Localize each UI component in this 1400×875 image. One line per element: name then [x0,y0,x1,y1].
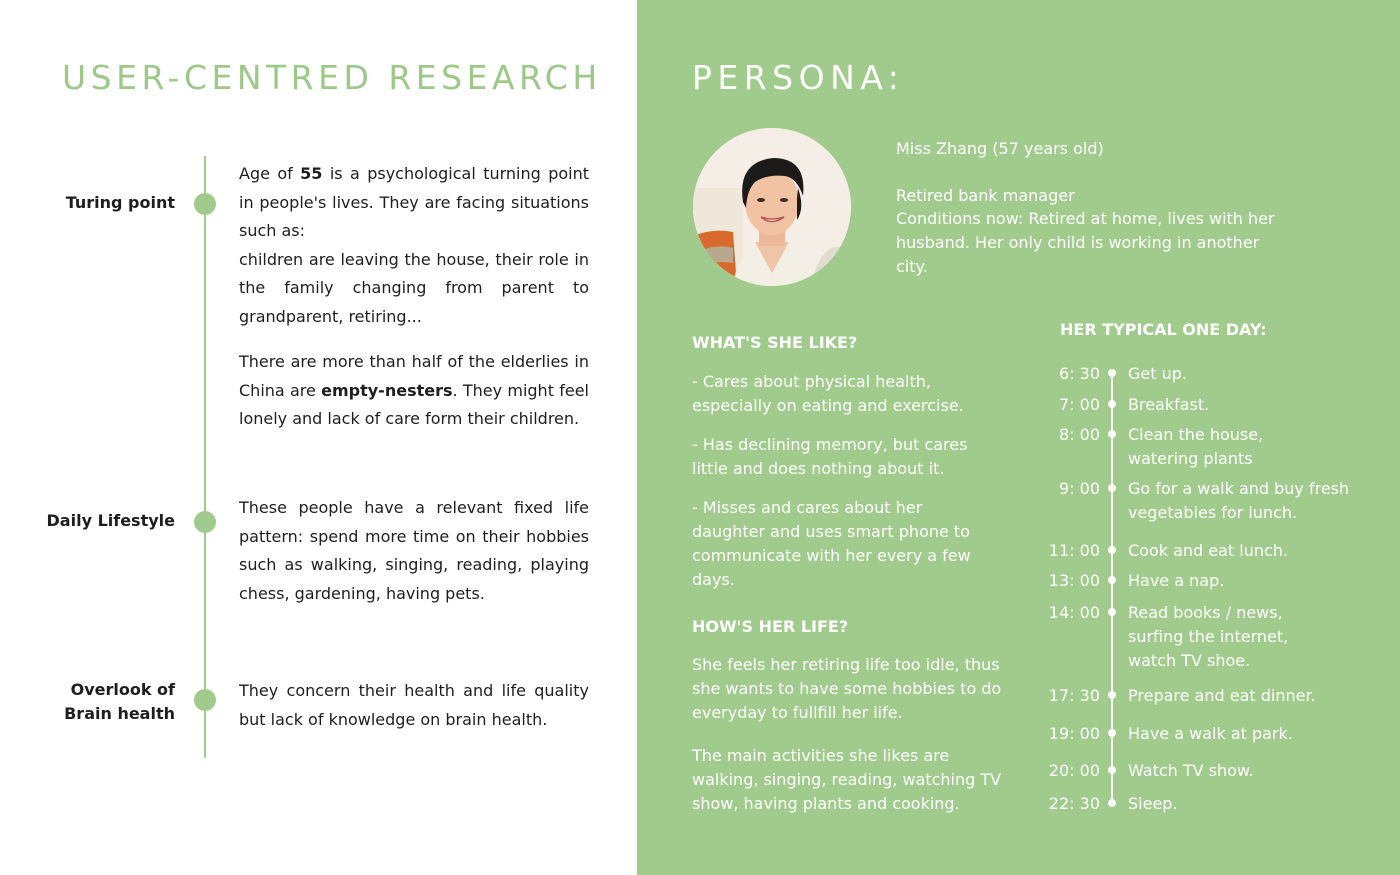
persona-photo [693,128,851,286]
turning-point-text-1: Age of 55 is a psychological turning point in people's lives. They are facing situations such as: children are leaving the house, their role in the family changing from parent to grandparent, retiring... [239,164,589,326]
like-item-1: - Cares about physical health, especially on eating and exercise. [692,372,964,415]
day-timeline-dot [1108,691,1116,699]
day-time: 9: 00 [1058,479,1100,498]
life-text-1: She feels her retiring life too idle, thus she wants to have some hobbies to do everyday to fullfill her life. [692,655,1002,722]
day-activity: Have a walk at park. [1128,724,1293,743]
day-activity: Prepare and eat dinner. [1128,686,1316,705]
day-timeline-dot [1108,799,1116,807]
brain-health-text: They concern their health and life quality but lack of knowledge on brain health. [239,681,589,729]
day-timeline-dot [1108,484,1116,492]
day-activity: Watch TV show. [1128,761,1254,780]
day-activity: Read books / news, surfing the internet, watch TV shoe. [1128,603,1289,670]
day-activity: Get up. [1128,364,1187,383]
persona-panel [637,0,1400,875]
persona-conditions: Conditions now: Retired at home, lives with her husband. Her only child is working in another city. [896,209,1275,276]
timeline-dot-brain-health [194,689,216,711]
likes-heading: WHAT'S SHE LIKE? [692,333,858,352]
day-activity: Go for a walk and buy fresh vegetables for lunch. [1128,479,1350,522]
life-text-2: The main activities she likes are walking, singing, reading, watching TV show, having plants and cooking. [692,746,1002,813]
day-activity: Clean the house, watering plants [1128,425,1264,468]
day-timeline-dot [1108,546,1116,554]
timeline-dot-daily-lifestyle [194,511,216,533]
day-timeline-dot [1108,766,1116,774]
day-timeline-dot [1108,608,1116,616]
label-daily-lifestyle: Daily Lifestyle [46,511,175,530]
label-turning-point: Turing point [65,193,175,212]
persona-name: Miss Zhang (57 years old) [896,139,1104,158]
day-timeline-dot [1108,400,1116,408]
day-timeline-dot [1108,430,1116,438]
day-activity: Sleep. [1128,794,1178,813]
day-timeline-dot [1108,729,1116,737]
day-activity: Cook and eat lunch. [1128,541,1289,560]
day-timeline-dot [1108,369,1116,377]
persona-title: PERSONA: [692,58,905,97]
day-time: 20: 00 [1048,761,1100,780]
research-title: USER-CENTRED RESEARCH [62,58,602,97]
timeline-dot-turning-point [194,193,216,215]
persona-job: Retired bank manager [896,186,1075,205]
day-time: 19: 00 [1048,724,1100,743]
day-time: 14: 00 [1048,603,1100,622]
day-time: 17: 30 [1048,686,1100,705]
day-time: 6: 30 [1058,364,1100,383]
day-time: 11: 00 [1048,541,1100,560]
day-time: 13: 00 [1048,571,1100,590]
like-item-3: - Misses and cares about her daughter and uses smart phone to communicate with her every a few days. [692,498,971,589]
day-activity: Breakfast. [1128,395,1210,414]
daily-lifestyle-text: These people have a relevant fixed life pattern: spend more time on their hobbies such as walking, singing, reading, playing chess, gardening, having pets. [239,498,589,603]
research-panel [0,0,637,875]
day-time: 8: 00 [1058,425,1100,444]
label-brain-health: Overlook of Brain health [64,680,175,723]
like-item-2: - Has declining memory, but cares little and does nothing about it. [692,435,968,478]
day-timeline-dot [1108,576,1116,584]
day-activity: Have a nap. [1128,571,1225,590]
research-timeline-line [204,156,206,758]
typical-day-heading: HER TYPICAL ONE DAY: [1060,320,1267,339]
day-time: 22: 30 [1048,794,1100,813]
turning-point-text-2: There are more than half of the elderlies in China are empty-nesters. They might feel lonely and lack of care form their children. [239,352,589,428]
life-heading: HOW'S HER LIFE? [692,617,849,636]
day-time: 7: 00 [1058,395,1100,414]
